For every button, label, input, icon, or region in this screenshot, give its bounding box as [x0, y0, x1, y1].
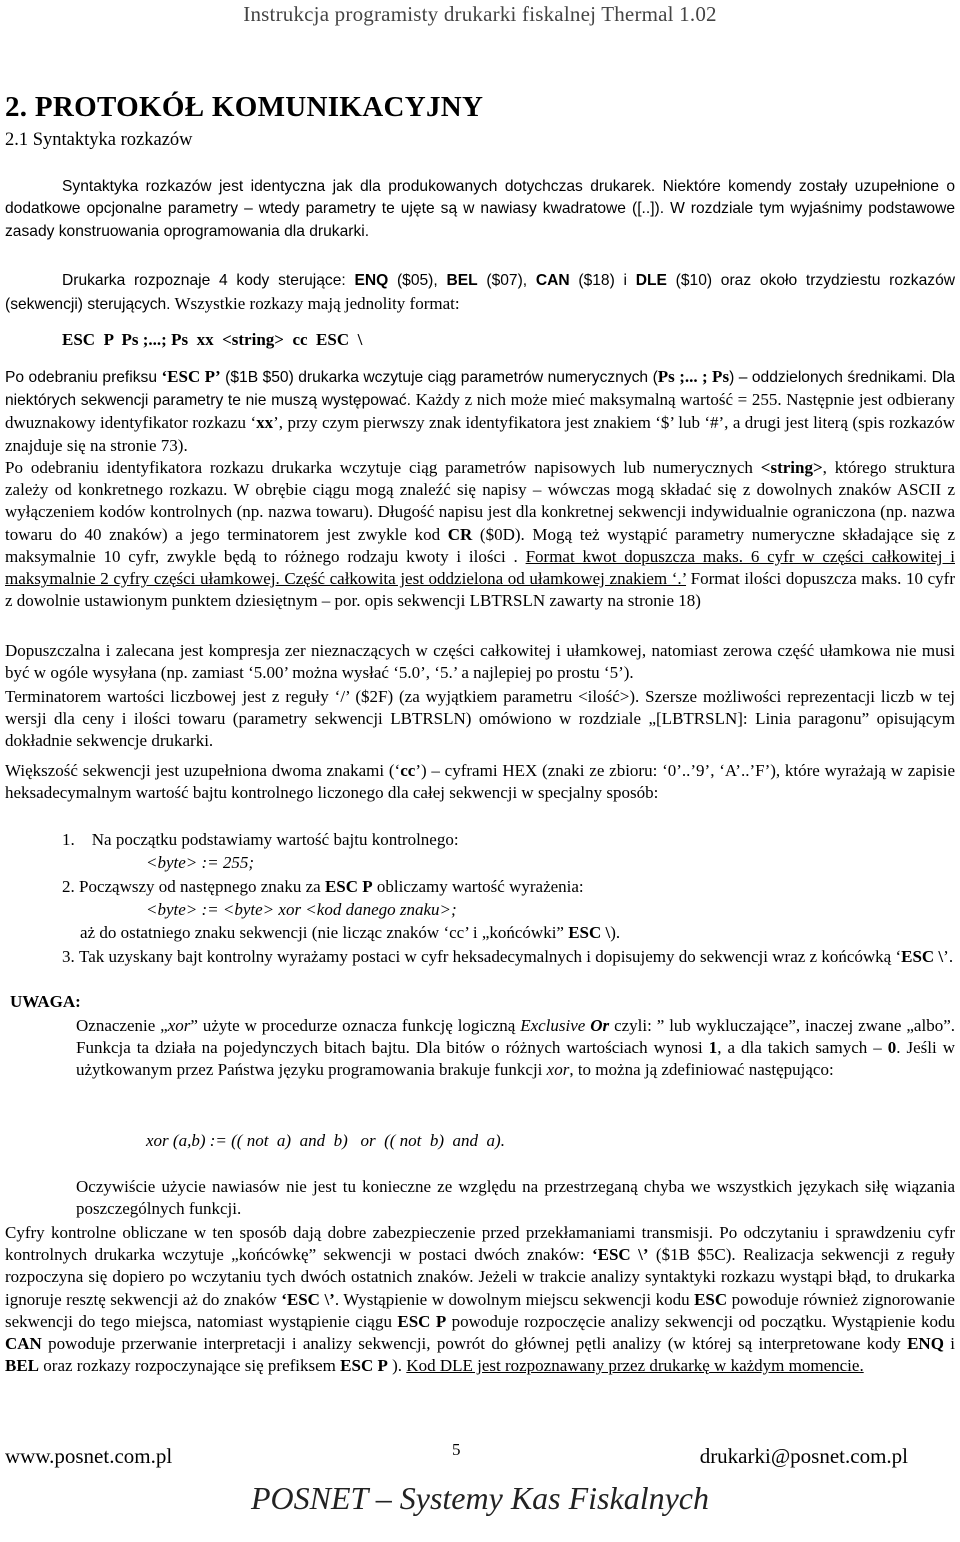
code-cc: cc — [400, 761, 416, 780]
paragraph-zeros: Dopuszczalna i zalecana jest kompresja zer nieznaczących w części całkowitej i ułamkowej, natomiast zerowa część ułamkowa nie musi być w ogóle wysyłana (np. zamiast ‘5.00’ można wysłać ‘5.0’, ‘5.’ a najlepiej po prostu ‘5’). — [5, 641, 955, 683]
text: ’) – cyframi HEX (znaki ze zbioru: ‘0’..’9’, ‘A’..’F’), które wyrażają w zapisie heksadecymalnym wartość bajtu kontrolnego liczonego dla całej sekwencji w specjalny sposób: — [5, 761, 955, 803]
code-esc-p: ‘ESC P’ — [161, 367, 221, 386]
text: Po odebraniu identyfikatora rozkazu drukarka wczytuje ciąg parametrów napisowych lub numerycznych — [5, 458, 761, 477]
code-dle: DLE — [635, 272, 667, 289]
text: ($07), — [477, 272, 536, 289]
text: Tak uzyskany bajt kontrolny wyrażamy postaci w cyfr heksadecymalnych i dopisujemy do sekwencji wraz z końcówką ‘ — [79, 947, 902, 966]
code-bel: BEL — [5, 1356, 40, 1376]
paragraph-control-codes — [5, 270, 955, 316]
text: Na początku podstawiamy wartość bajtu kontrolnego: — [91, 830, 459, 849]
text: ” użyte w procedurze oznacza funkcję logiczną — [190, 1016, 521, 1035]
code-xx: xx — [256, 413, 274, 433]
paragraph-terminator: Terminatorem wartości liczbowej jest z reguły ‘/’ ($2F) (za wyjątkiem parametru <ilość>). Szersze możliwości reprezentacji liczb w tej wersji dla ceny i ilości towaru (parametry sekwencji LBTRSLN) omówiono w rozdziale „[LBTRSLN]: Linia paragonu” opisującym dokładnie sekwencje drukarki. — [5, 687, 955, 751]
term-xor: xor — [546, 1060, 570, 1080]
text: ($0D). Mogą też wystąpić parametry numeryczne składające się z maksymalnie 10 cyfr, zwykle będą to różnego rodzaju kwoty i ilości . — [5, 524, 955, 566]
text: ($05), — [388, 272, 447, 289]
code-esc-end: ESC \ — [901, 947, 944, 966]
text: ). — [610, 923, 621, 942]
paragraph-string — [5, 457, 955, 612]
code-can: CAN — [5, 1334, 42, 1354]
step-2-continuation — [80, 922, 620, 944]
xor-formula: xor (a,b) := (( not a) and b) or (( not b) and a). — [146, 1131, 505, 1150]
text: Oznaczenie „ — [76, 1016, 168, 1035]
text: i — [943, 1334, 955, 1354]
subsection-title: 2.1 Syntaktyka rozkazów — [5, 130, 193, 150]
footer-email[interactable]: drukarki@posnet.com.pl — [699, 1444, 908, 1468]
text: ’. — [943, 947, 954, 966]
text: powoduje rozpoczęcie analizy sekwencji od początku. Wystąpienie kodu — [446, 1311, 955, 1331]
footer-website[interactable]: www.posnet.com.pl — [5, 1444, 173, 1468]
step-1-code: <byte> := 255; — [146, 853, 255, 872]
note-paragraph-2: Oczywiście użycie nawiasów nie jest tu konieczne ze względu na przestrzeganą chyba we wszystkich językach siłę wiązania poszczególnych funkcji. — [76, 1177, 955, 1219]
text: ($10) oraz około trzydziestu rozkazów (sekwencji) sterujących. — [5, 272, 955, 313]
code-can: CAN — [535, 272, 570, 289]
text: obliczamy wartość wyrażenia: — [372, 877, 584, 896]
code-esc-end: ‘ESC \’ — [591, 1245, 649, 1265]
text: powoduje również zignorowanie sekwencji do tego miejsca, natomiast wystąpienie ciągu — [5, 1289, 955, 1331]
step-3 — [62, 946, 955, 968]
code-enq: ENQ — [907, 1334, 944, 1354]
step-number: 1. — [62, 830, 75, 849]
text: , to można ją zdefiniować następująco: — [569, 1060, 834, 1080]
text: powoduje przerwanie interpretacji i analizy sekwencji, powrót do głównej pętli analizy (w której są interpretowane kody — [41, 1334, 908, 1354]
text: . Jeśli w użytkowanym przez Państwa języku programowania brakuje funkcji — [76, 1038, 956, 1080]
text: ’, przy czym pierwszy znak identyfikatora jest znakiem ‘$’ lub ‘#’, a drugi jest literą (spis rozkazów znajduje się na stronie 73). — [5, 413, 955, 455]
code-cr: CR — [447, 524, 473, 544]
command-format: ESC P Ps ;...; Ps xx <string> cc ESC \ — [62, 330, 363, 349]
value-zero: 0 — [887, 1038, 897, 1058]
text: oraz rozkazy rozpoczynające się prefiksem — [39, 1356, 341, 1376]
code-ps: Ps ;... ; Ps — [657, 367, 730, 386]
text: Większość sekwencji jest uzupełniona dwoma znakami (‘ — [5, 761, 401, 780]
text: czyli: ” lub wykluczające”, inaczej zwane „albo”. Funkcja ta działa na pojedynczych bitach bajtu. Dla bitów o różnych wartościach wynosi — [76, 1016, 955, 1058]
code-esc-p: ESC P — [324, 877, 373, 896]
text: aż do ostatniego znaku sekwencji (nie licząc znaków ‘cc’ i „końcówki” — [80, 923, 569, 942]
text: Począwszy od następnego znaku za — [79, 877, 325, 896]
term-or: Or — [590, 1016, 610, 1035]
code-enq: ENQ — [354, 272, 389, 289]
paragraph-control-digits — [5, 1222, 955, 1377]
code-esc-p: ESC P — [397, 1311, 447, 1331]
text: ($1B $5C). Realizacja sekwencji z reguły rozpoczyna się dopiero po wczytaniu tych dwóch ostatnich znaków. Jeżeli w trakcie analizy syntaktyki rozkazu wystąpi błąd, to drukarka ignoruje resztę sekwencji aż do znaków — [5, 1245, 956, 1309]
text: Drukarka rozpoznaje 4 kody sterujące: — [62, 272, 355, 289]
text: ($1B $50) drukarka wczytuje ciąg parametrów numerycznych ( — [220, 369, 658, 386]
text: Każdy z nich może mieć maksymalną wartość = 255. Następnie jest odbierany dwuznakowy identyfikator rozkazu ‘ — [5, 390, 956, 433]
note-heading: UWAGA: — [10, 992, 81, 1011]
code-esc-end: ‘ESC \’ — [281, 1289, 335, 1309]
text: , którego struktura zależy od konkretnego rozkazu. W obrębie ciągu mogą znaleźć się napisy – wówczas mogą składać się z dowolnych znaków ASCII z wyłączeniem kodów kontrolnych (np. nazwa towaru). Długość napisu jest dla konkretnej sekwencji indywidualnie ograniczona (np. nazwa towaru do 40 znaków) a jego terminatorem jest zwykle kod — [5, 458, 955, 544]
text: ) – oddzielonych średnikami. Dla niektórych sekwencji parametry te nie muszą występować. — [5, 369, 955, 410]
text: Po odebraniu prefiksu — [5, 369, 162, 386]
underlined-text: Format kwot dopuszcza maks. 6 cyfr w części całkowitej i maksymalnie 2 cyfry części ułamkowej. Część całkowita jest oddzielona od ułamkowej znakiem ‘.’ — [5, 546, 955, 589]
step-2-code: <byte> := <byte> xor <kod danego znaku>; — [146, 900, 457, 919]
code-esc-p: ESC P — [340, 1356, 388, 1376]
step-number: 3. — [62, 947, 75, 966]
code-esc: ESC — [694, 1289, 728, 1309]
step-number: 2. — [62, 877, 75, 896]
paragraph-intro: Syntaktyka rozkazów jest identyczna jak dla produkowanych dotychczas drukarek. Niektóre komendy zostały uzupełnione o dodatkowe opcjonalne parametry – wtedy parametry te ujęte są w nawiasy kwadratowe ([..]). W rozdziale tym wyjaśnimy podstawowe zasady konstruowania oprogramowania dla drukarki. — [5, 178, 955, 240]
term-exclusive: Exclusive — [520, 1016, 586, 1035]
section-title: 2. PROTOKÓŁ KOMUNIKACYJNY — [5, 91, 484, 123]
text: , a dla takich samych – — [717, 1038, 888, 1058]
underlined-text: Kod DLE jest rozpoznawany przez drukarkę w każdym momencie. — [406, 1356, 864, 1376]
paragraph-prefix — [5, 366, 955, 457]
text: Format ilości dopuszcza maks. 10 cyfr z dowolnie ustawionym punktem dziesiętnym – por. opis sekwencji LBTRSLN zawarty na stronie 18) — [5, 569, 955, 611]
step-2 — [62, 876, 584, 898]
text: ($18) i — [569, 272, 636, 289]
step-1 — [62, 829, 459, 851]
page-number: 5 — [452, 1440, 461, 1459]
term-xor: xor — [167, 1016, 191, 1035]
code-string: <string> — [760, 458, 823, 477]
code-esc-end: ESC \ — [568, 923, 611, 942]
text: ). — [387, 1356, 407, 1376]
text: . Wystąpienie w dowolnym miejscu sekwencji kodu — [334, 1289, 695, 1309]
paragraph-checksum — [5, 760, 955, 804]
value-one: 1 — [708, 1038, 718, 1058]
code-bel: BEL — [446, 272, 478, 289]
text: Wszystkie rozkazy mają jednolity format: — [170, 293, 460, 313]
page-header: Instrukcja programisty drukarki fiskalnej Thermal 1.02 — [243, 2, 717, 26]
footer-brand: POSNET – Systemy Kas Fiskalnych — [250, 1480, 709, 1516]
note-paragraph — [76, 1015, 955, 1082]
text: Cyfry kontrolne obliczane w ten sposób dają dobre zabezpieczenie przed przekłamaniami transmisji. Po odczytaniu i sprawdzeniu cyfr kontrolnych drukarka wczytuje „końcówkę” sekwencji w postaci dwóch znaków: — [5, 1223, 955, 1265]
